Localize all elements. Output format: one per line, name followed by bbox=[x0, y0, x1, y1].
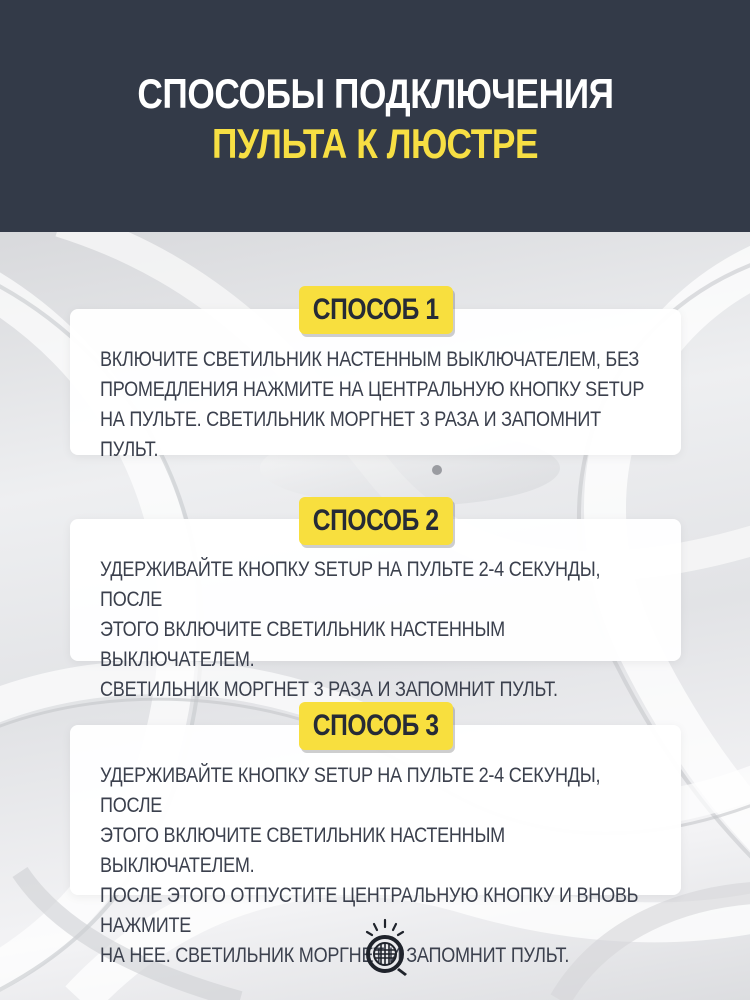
method-2-badge bbox=[299, 497, 453, 545]
method-3-line: ЭТОГО ВКЛЮЧИТЕ СВЕТИЛЬНИК НАСТЕННЫМ ВЫКЛЮЧАТЕЛЕМ. bbox=[100, 824, 505, 877]
header-banner bbox=[0, 0, 750, 232]
method-1-badge bbox=[299, 286, 453, 334]
method-3-line: НА НЕЕ. СВЕТИЛЬНИК МОРГНЕТ И ЗАПОМНИТ ПУЛЬТ. bbox=[100, 944, 570, 967]
method-3-badge-label: СПОСОБ 3 bbox=[313, 709, 439, 742]
method-1-line: НА ПУЛЬТЕ. СВЕТИЛЬНИК МОРГНЕТ 3 РАЗА И ЗАПОМНИТ ПУЛЬТ. bbox=[100, 408, 601, 461]
method-3-line: УДЕРЖИВАЙТЕ КНОПКУ SETUP НА ПУЛЬТЕ 2-4 СЕКУНДЫ, ПОСЛЕ bbox=[100, 764, 601, 817]
method-2-badge-label: СПОСОБ 2 bbox=[313, 504, 439, 537]
method-2-line: ЭТОГО ВКЛЮЧИТЕ СВЕТИЛЬНИК НАСТЕННЫМ ВЫКЛЮЧАТЕЛЕМ. bbox=[100, 618, 505, 671]
method-3-card bbox=[70, 725, 681, 967]
method-3-line: ПОСЛЕ ЭТОГО ОТПУСТИТЕ ЦЕНТРАЛЬНУЮ КНОПКУ И ВНОВЬ НАЖМИТЕ bbox=[100, 884, 639, 937]
method-2-line: СВЕТИЛЬНИК МОРГНЕТ 3 РАЗА И ЗАПОМНИТ ПУЛЬТ. bbox=[100, 678, 558, 701]
lamp-fan-logo-icon bbox=[355, 918, 415, 980]
page-title-line-1: СПОСОБЫ ПОДКЛЮЧЕНИЯ bbox=[136, 70, 614, 117]
method-1-badge-label: СПОСОБ 1 bbox=[313, 293, 439, 326]
method-1-line: ВКЛЮЧИТЕ СВЕТИЛЬНИК НАСТЕННЫМ ВЫКЛЮЧАТЕЛЕМ, БЕЗ bbox=[100, 348, 640, 371]
method-2-line: УДЕРЖИВАЙТЕ КНОПКУ SETUP НА ПУЛЬТЕ 2-4 СЕКУНДЫ, ПОСЛЕ bbox=[100, 558, 601, 611]
method-3-badge bbox=[299, 702, 453, 750]
method-2-text bbox=[100, 519, 650, 705]
method-1-line: ПРОМЕДЛЕНИЯ НАЖМИТЕ НА ЦЕНТРАЛЬНУЮ КНОПКУ SETUP bbox=[100, 378, 645, 401]
page-title-line-2: ПУЛЬТА К ЛЮСТРЕ bbox=[211, 120, 539, 167]
